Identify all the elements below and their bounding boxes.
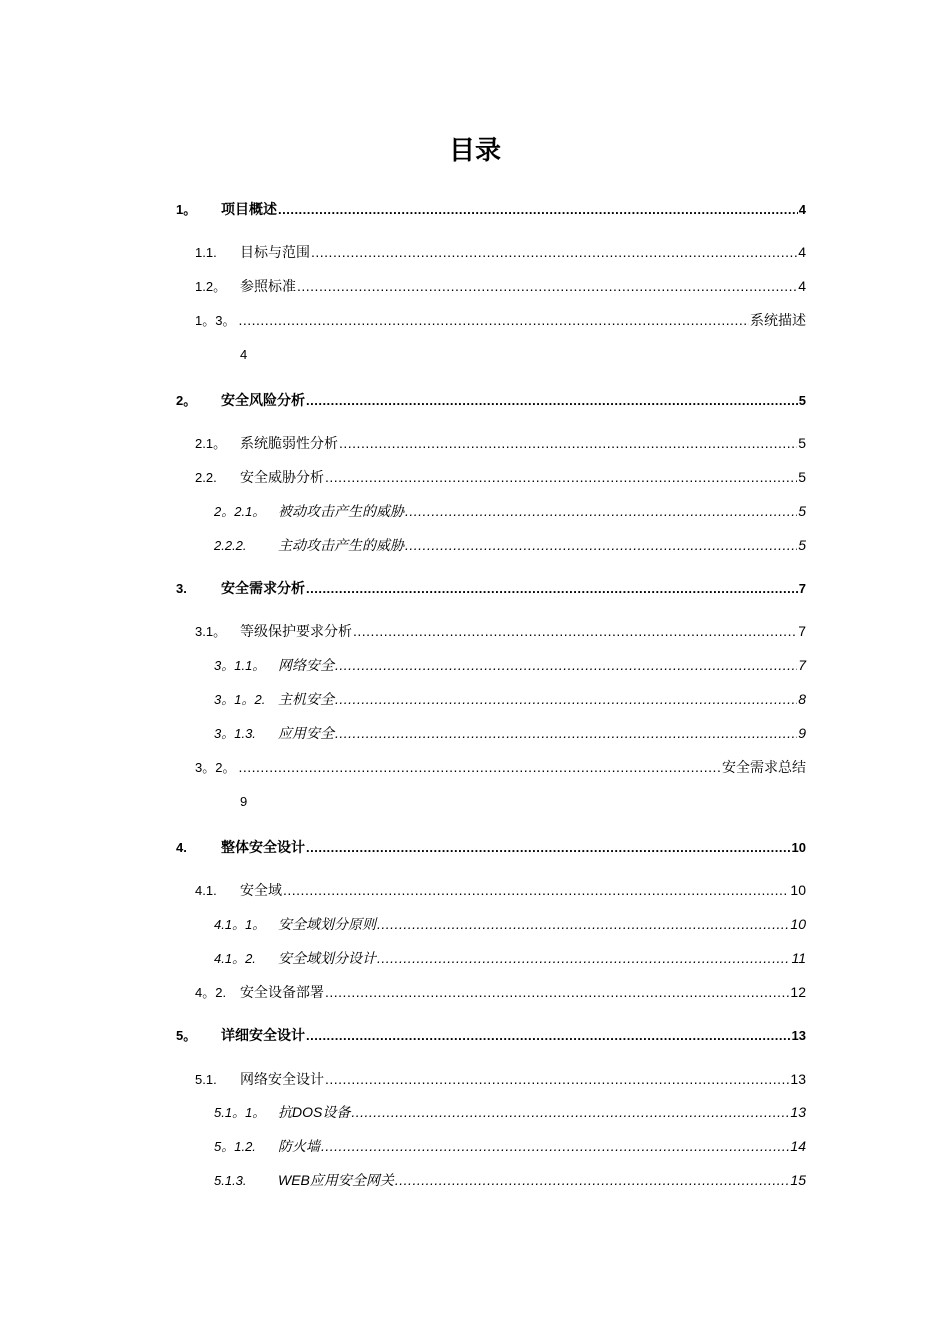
toc-entry-number: 4.: [176, 840, 187, 855]
toc-leader-dots: [353, 622, 797, 640]
toc-entry-number: 4。2.: [195, 985, 227, 1000]
toc-entry[interactable]: [195, 1070, 806, 1089]
toc-entry-number: 3。1.3.: [214, 726, 256, 741]
toc-entry-number: 5.1。1。: [214, 1105, 266, 1120]
toc-entry-page: 8: [798, 691, 806, 707]
toc-leader-dots: [311, 243, 797, 261]
toc-leader-dots: [325, 983, 789, 1001]
toc-entry-number: 2。2.1。: [214, 504, 266, 519]
toc-entry-text: 整体安全设计: [221, 839, 305, 855]
toc-entry-page: 11: [791, 950, 806, 966]
toc-entry-number: 3.: [176, 581, 187, 596]
toc-entry-text: 目标与范围: [240, 244, 310, 260]
toc-entry[interactable]: [176, 391, 806, 410]
toc-entry-page: 10: [790, 882, 806, 898]
toc-leader-dots: [306, 1027, 791, 1045]
toc-entry-number: 4.1.: [195, 883, 217, 898]
toc-title: 目录: [448, 136, 501, 166]
toc-entry-page: 4: [798, 244, 806, 260]
toc-entry[interactable]: [214, 949, 806, 968]
toc-entry-wrapped[interactable]: [195, 311, 806, 330]
toc-entry-number: 1。3。: [195, 313, 236, 328]
toc-entry-text: 安全威胁分析: [240, 469, 324, 485]
toc-entry[interactable]: [176, 200, 806, 219]
toc-entry-page: 7: [798, 623, 806, 639]
toc-entry-number: 1.2。: [195, 279, 227, 294]
toc-entry[interactable]: [214, 724, 806, 743]
toc-entry-page: 7: [798, 657, 806, 673]
toc-entry-text: WEB应用安全网关: [278, 1172, 394, 1188]
toc-leader-dots: [395, 1171, 790, 1189]
toc-entry-number: 4.1。2.: [214, 951, 256, 966]
toc-entry-page: 14: [790, 1138, 806, 1154]
toc-leader-dots: [297, 277, 797, 295]
toc-entry-number: 3。1.1。: [214, 658, 266, 673]
toc-entry-text: 等级保护要求分析: [240, 623, 352, 639]
toc-leader-dots: [335, 656, 797, 674]
toc-entry-number: 1.1.: [195, 245, 217, 260]
toc-entry-page: 13: [790, 1071, 806, 1087]
toc-entry-text: 网络安全设计: [240, 1071, 324, 1087]
toc-entry-text: 主动攻击产生的威胁: [278, 537, 404, 553]
toc-leader-dots: [238, 758, 721, 776]
toc-entry-number: 1。: [176, 202, 197, 217]
toc-leader-dots: [351, 1103, 789, 1121]
toc-entry[interactable]: [195, 881, 806, 900]
toc-entry-page: 5: [798, 393, 806, 408]
toc-entry-text: 安全域划分设计: [278, 950, 376, 966]
toc-entry-page: 4: [240, 347, 248, 362]
toc-entry-number: 3。2。: [195, 760, 236, 775]
toc-entry-text: 安全设备部署: [240, 984, 324, 1000]
toc-entry-number: 3.1。: [195, 624, 227, 639]
toc-leader-dots: [335, 724, 797, 742]
toc-entry[interactable]: [214, 536, 806, 555]
toc-entry-text: 详细安全设计: [221, 1027, 305, 1043]
toc-entry[interactable]: [214, 690, 806, 709]
toc-entry[interactable]: [195, 277, 806, 296]
toc-entry[interactable]: [214, 1171, 806, 1190]
toc-entry-number: 3。1。2.: [214, 692, 266, 707]
toc-entry-page: 5: [798, 503, 806, 519]
toc-leader-dots: [306, 392, 798, 410]
toc-entry-wrapped[interactable]: [195, 758, 806, 777]
toc-leader-dots: [339, 434, 797, 452]
toc-entry-page: 5: [798, 469, 806, 485]
toc-leader-dots: [405, 502, 797, 520]
toc-entry-text: 安全风险分析: [221, 392, 305, 408]
toc-entry-text: 系统脆弱性分析: [240, 435, 338, 451]
toc-entry[interactable]: [195, 468, 806, 487]
toc-entry[interactable]: [214, 1103, 806, 1122]
toc-entry[interactable]: [195, 622, 806, 641]
toc-leader-dots: [238, 311, 749, 329]
toc-entry-page: 4: [798, 202, 806, 217]
toc-entry-page: 12: [790, 984, 806, 1000]
toc-entry-page: 13: [790, 1104, 806, 1120]
toc-leader-dots: [321, 1137, 789, 1155]
toc-entry-text: 安全需求分析: [221, 580, 305, 596]
toc-entry-number: 5。: [176, 1028, 197, 1043]
toc-entry-page: 10: [791, 840, 806, 855]
toc-entry[interactable]: [214, 656, 806, 675]
toc-entry-text: 项目概述: [221, 201, 277, 217]
toc-entry-page: 13: [791, 1028, 806, 1043]
toc-entry-number: 4.1。1。: [214, 917, 266, 932]
toc-entry-text: 应用安全: [278, 725, 334, 741]
toc-entry[interactable]: [214, 915, 806, 934]
toc-leader-dots: [278, 201, 798, 219]
toc-entry-page: 4: [798, 278, 806, 294]
toc-entry-text: 抗DOS设备: [278, 1104, 351, 1120]
toc-entry-page: 5: [798, 435, 806, 451]
toc-entry-text: 被动攻击产生的威胁: [278, 503, 404, 519]
toc-entry[interactable]: [214, 502, 806, 521]
toc-entry[interactable]: [195, 243, 806, 262]
toc-entry[interactable]: [176, 838, 806, 857]
toc-entry-page: 9: [240, 794, 248, 809]
toc-entry-text: 主机安全: [278, 691, 334, 707]
toc-entry-text: 安全需求总结: [722, 759, 806, 775]
toc-entry-text: 参照标准: [240, 278, 296, 294]
toc-entry-page: 10: [790, 916, 806, 932]
toc-entry-page: 7: [798, 581, 806, 596]
toc-entry-page: 9: [798, 725, 806, 741]
toc-entry-number: 2.2.: [195, 470, 217, 485]
toc-leader-dots: [405, 536, 797, 554]
toc-leader-dots: [377, 915, 789, 933]
toc-entry-number: 5.1.: [195, 1072, 217, 1087]
toc-entry-text: 安全域划分原则: [278, 916, 376, 932]
toc-entry[interactable]: [176, 1026, 806, 1045]
toc-entry[interactable]: [195, 983, 806, 1002]
toc-entry-page: 15: [790, 1172, 806, 1188]
toc-leader-dots: [306, 580, 798, 598]
toc-entry-number: 2.2.2.: [214, 538, 247, 553]
toc-leader-dots: [306, 839, 791, 857]
toc-leader-dots: [325, 468, 797, 486]
toc-entry-text: 系统描述: [750, 312, 806, 328]
toc-entry[interactable]: [214, 1137, 806, 1156]
toc-entry-text: 防火墙: [278, 1138, 320, 1154]
toc-entry[interactable]: [195, 434, 806, 453]
toc-entry-page: 5: [798, 537, 806, 553]
toc-leader-dots: [325, 1070, 789, 1088]
toc-leader-dots: [283, 881, 789, 899]
toc-entry-text: 网络安全: [278, 657, 334, 673]
toc-entry-number: 2。: [176, 393, 197, 408]
toc-entry-text: 安全域: [240, 882, 282, 898]
toc-leader-dots: [335, 690, 797, 708]
toc-entry-number: 5。1.2.: [214, 1139, 256, 1154]
toc-entry-number: 5.1.3.: [214, 1173, 247, 1188]
toc-entry-number: 2.1。: [195, 436, 227, 451]
toc-entry[interactable]: [176, 579, 806, 598]
toc-leader-dots: [377, 949, 790, 967]
